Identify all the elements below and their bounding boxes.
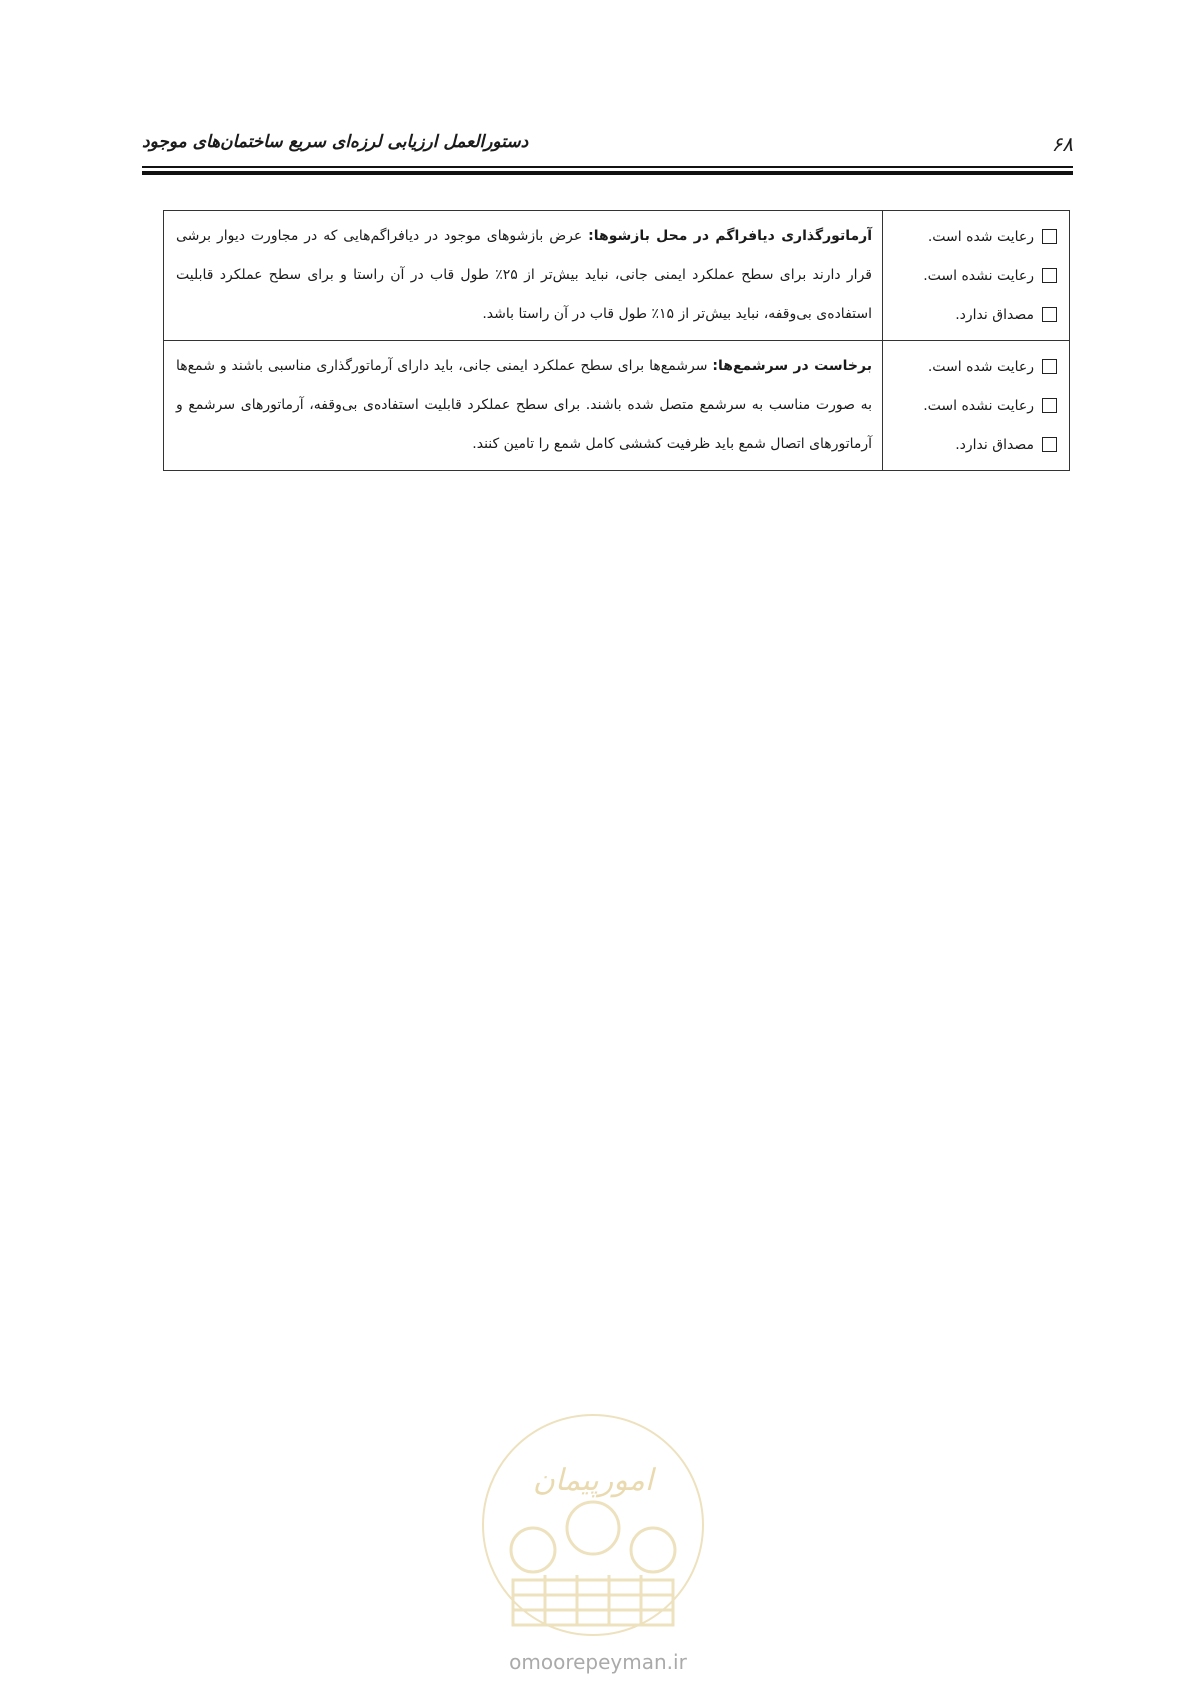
- page-number: ۶۸: [1051, 132, 1073, 156]
- header-rule-thick: [142, 171, 1073, 175]
- page-header: [142, 128, 1073, 178]
- option-not-complied[interactable]: [887, 256, 1057, 295]
- status-cell: [883, 341, 1070, 471]
- option-label: مصداق ندارد.: [955, 306, 1034, 323]
- option-not-applicable[interactable]: [887, 295, 1057, 334]
- item-description: [164, 341, 883, 471]
- checkbox[interactable]: [1042, 437, 1057, 452]
- item-text: سرشمع‌ها برای سطح عملکرد ایمنی جانی، باید دارای آرماتورگذاری مناسبی باشند و شمع‌ها به صورت مناسب به سرشمع متصل شده باشند. برای سطح عملکرد قابلیت استفاده‌ی بی‌وقفه، آرماتورهای سرشمع و آرماتورهای اتصال شمع باید ظرفیت کششی کامل شمع را تامین کنند.: [176, 358, 872, 452]
- document-title: دستورالعمل ارزیابی لرزه‌ای سریع ساختمان‌های موجود: [142, 132, 529, 152]
- checkbox[interactable]: [1042, 359, 1057, 374]
- logo-text: امورپیمان: [532, 1463, 654, 1498]
- option-label: رعایت شده است.: [927, 228, 1034, 245]
- option-complied[interactable]: [887, 347, 1057, 386]
- item-description: [164, 211, 883, 341]
- option-label: مصداق ندارد.: [955, 436, 1034, 453]
- checklist-row: [164, 341, 1070, 471]
- checklist-table: [163, 210, 1070, 471]
- option-not-complied[interactable]: [887, 386, 1057, 425]
- item-text: عرض بازشوهای موجود در دیافراگم‌هایی که در مجاورت دیوار برشی قرار دارند برای سطح عملکرد ایمنی جانی، نباید بیش‌تر از ۲۵٪ طول قاب در آن راستا و برای سطح عملکرد قابلیت استفاده‌ی بی‌وقفه، نباید بیش‌تر از ۱۵٪ طول قاب در آن راستا باشد.: [176, 228, 872, 322]
- watermark-site-url: omoorepeyman.ir: [509, 1650, 687, 1674]
- checkbox[interactable]: [1042, 398, 1057, 413]
- checkbox[interactable]: [1042, 268, 1057, 283]
- option-complied[interactable]: [887, 217, 1057, 256]
- checklist-row: [164, 211, 1070, 341]
- item-title: برخاست در سرشمع‌ها:: [712, 358, 872, 374]
- item-title: آرماتورگذاری دیافراگم در محل بازشوها:: [588, 228, 872, 244]
- watermark-logo: [478, 1410, 708, 1640]
- option-label: رعایت نشده است.: [923, 397, 1034, 414]
- header-rule-thin: [142, 166, 1073, 168]
- status-cell: [883, 211, 1070, 341]
- option-label: رعایت شده است.: [927, 358, 1034, 375]
- option-not-applicable[interactable]: [887, 425, 1057, 464]
- option-label: رعایت نشده است.: [923, 267, 1034, 284]
- checkbox[interactable]: [1042, 307, 1057, 322]
- checkbox[interactable]: [1042, 229, 1057, 244]
